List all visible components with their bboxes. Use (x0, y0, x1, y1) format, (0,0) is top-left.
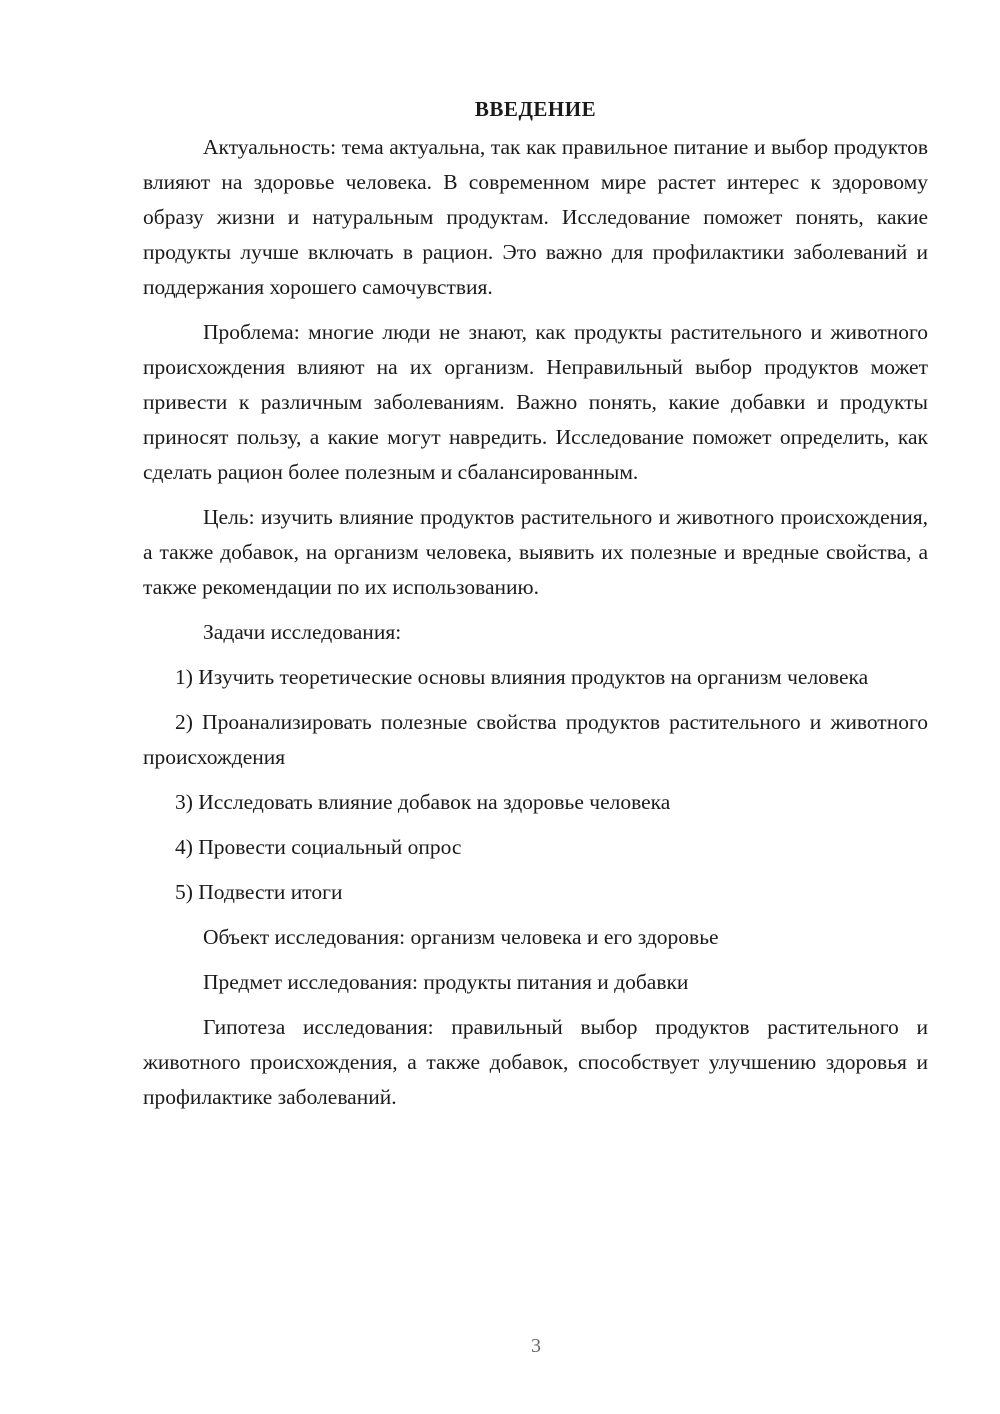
tasks-heading: Задачи исследования: (203, 620, 402, 644)
task-item: 3) Исследовать влияние добавок на здоровье человека (175, 790, 671, 814)
relevance-paragraph: Актуальность: тема актуальна, так как правильное питание и выбор продуктов влияют на здоровье человека. В современном мире растет интерес к здоровому образу жизни и натуральным продуктам. Исследование поможет понять, какие продукты лучше включать в рацион. Это важно для профилактики заболеваний и поддержания хорошего самочувствия. (143, 135, 928, 299)
research-object: Объект исследования: организм человека и его здоровье (203, 925, 719, 949)
task-item: 5) Подвести итоги (175, 880, 343, 904)
goal-paragraph: Цель: изучить влияние продуктов растительного и животного происхождения, а также добавок, на организм человека, выявить их полезные и вредные свойства, а также рекомендации по их использованию. (143, 505, 928, 599)
task-item: 4) Провести социальный опрос (175, 835, 462, 859)
page-number: 3 (531, 1335, 541, 1357)
task-item: 2) Проанализировать полезные свойства продуктов растительного и животного происхождения (143, 710, 928, 769)
problem-paragraph: Проблема: многие люди не знают, как продукты растительного и животного происхождения влияют на их организм. Неправильный выбор продуктов может привести к различным заболеваниям. Важно понять, какие добавки и продукты приносят пользу, а какие могут навредить. Исследование поможет определить, как сделать рацион более полезным и сбалансированным. (143, 320, 928, 484)
research-hypothesis: Гипотеза исследования: правильный выбор продуктов растительного и животного происхождения, а также добавок, способствует улучшению здоровья и профилактике заболеваний. (143, 1015, 928, 1109)
task-item: 1) Изучить теоретические основы влияния продуктов на организм человека (175, 665, 869, 689)
section-title: ВВЕДЕНИЕ (474, 97, 597, 121)
research-subject: Предмет исследования: продукты питания и добавки (203, 970, 689, 994)
document-body (143, 92, 928, 1115)
